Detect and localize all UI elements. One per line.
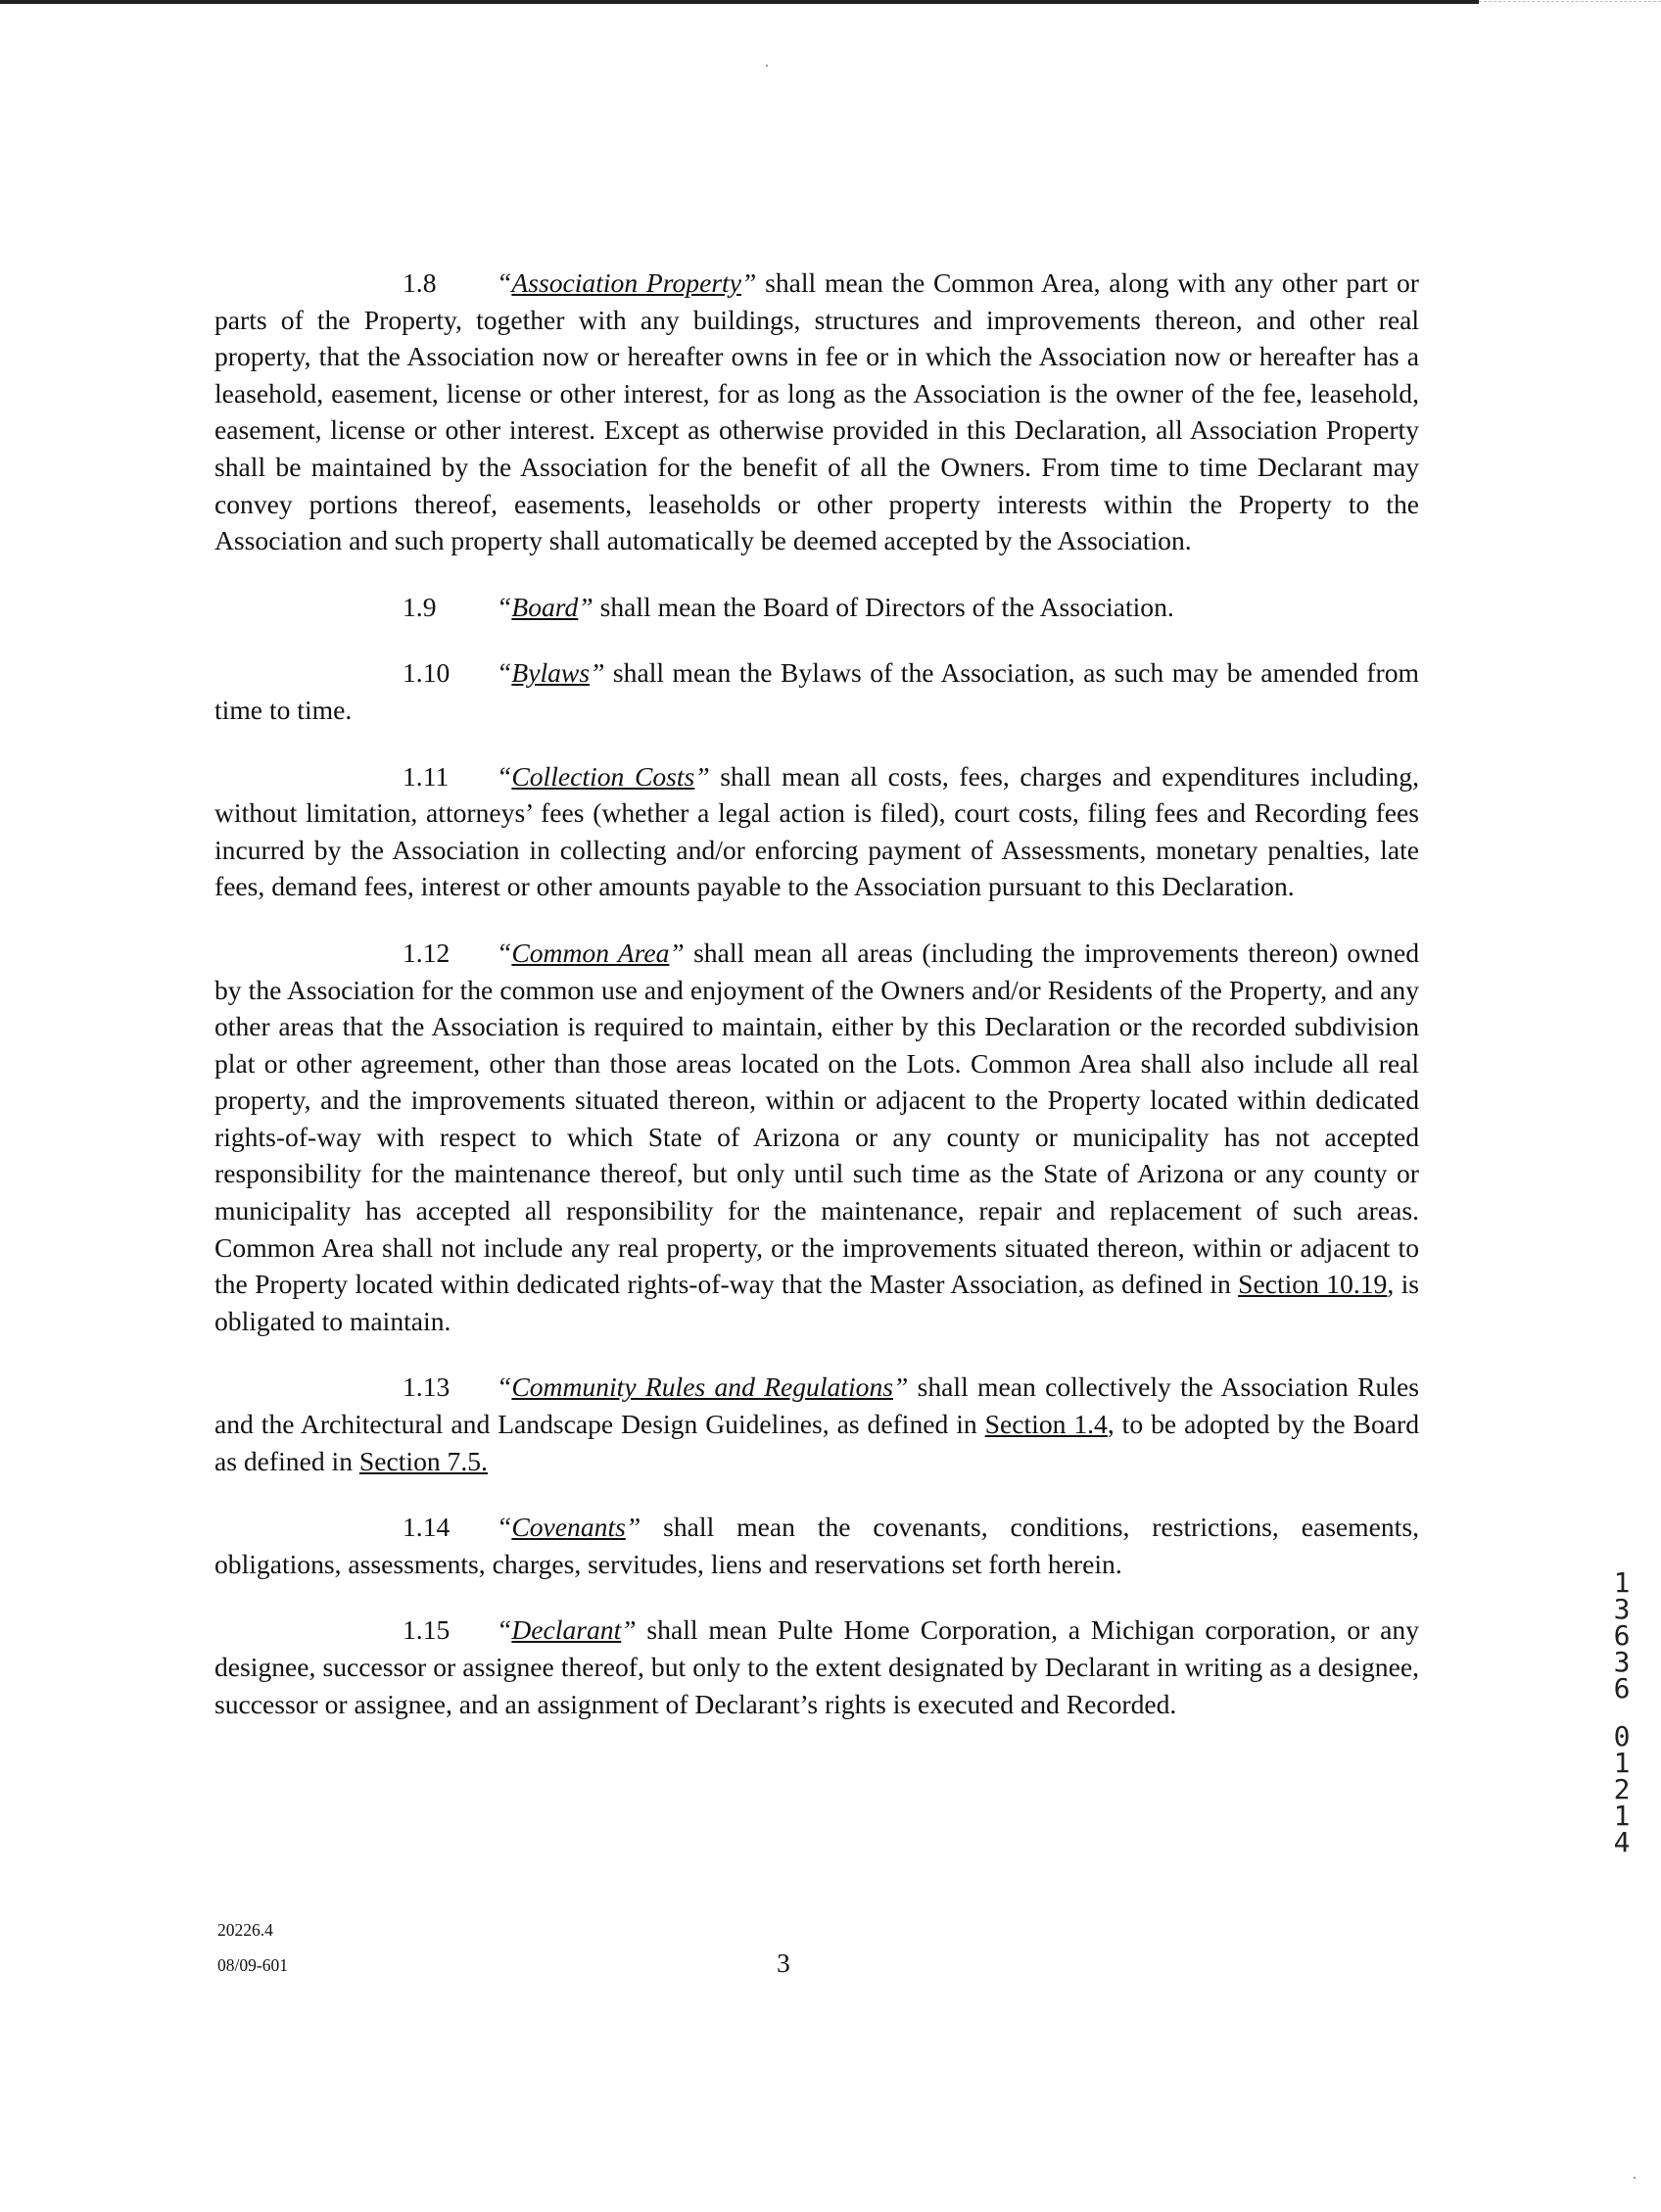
defined-term: “Collection Costs” [497,760,710,792]
section-text: shall mean all areas (including the improvements thereon) owned by the Association for the common use and enjoyment of the Owners and/or Residents of the Property, and any other areas that the Association is required to maintain, either by this Declaration or the recorded subdivision plat or other agreement, other than those areas located on the Lots. Common Area shall also include all real property, and the improvements situated thereon, within or adjacent to the Property located within dedicated rights-of-way with respect to which State of Arizona or any county or municipality has not accepted responsibility for the maintenance thereof, but only until such time as the State of Arizona or any county or municipality has accepted all responsibility for the maintenance, repair and replacement of such areas. Common Area shall not include any real property, or the improvements situated thereon, within or adjacent to the Property located within dedicated rights-of-way that the Master Association, as defined in [214,937,1419,1300]
recording-digit: 6 [1613,1672,1631,1705]
defined-term: “Common Area” [497,937,685,968]
top-border-line [0,0,1479,4]
section-text: shall mean the Board of Directors of the Association. [593,591,1174,622]
section-1-11 [214,758,1419,905]
footer-date-code: 08/09-601 [217,1955,288,1975]
section-reference: Section 7.5. [358,1445,488,1476]
section-1-9 [214,589,1419,626]
defined-term: “Bylaws” [497,657,605,689]
section-reference: Section 10.19 [1238,1269,1388,1300]
section-text: shall mean Pulte Home Corporation, a Michigan corporation, or any designee, successor or assignee thereof, but only to the extent designated by Declarant in writing as a designee, successor or assignee, and an assignment of Declarant’s rights is executed and Recorded. [214,1614,1419,1719]
section-1-12 [214,935,1419,1340]
section-number: 1.8 [403,267,437,298]
recording-digit: 6 [1613,1619,1631,1652]
defined-term: “Covenants” [497,1512,641,1543]
section-number: 1.12 [403,937,451,968]
document-body [214,264,1419,1752]
scan-speck [1634,2177,1636,2179]
recording-digit: 4 [1613,1826,1631,1858]
section-number: 1.14 [403,1512,451,1543]
section-1-14 [214,1509,1419,1582]
recording-digit: 1 [1613,1566,1631,1599]
section-number: 1.11 [403,760,450,792]
section-text: , is obligated to maintain. [214,1269,1419,1336]
section-text: shall mean the covenants, conditions, restrictions, easements, obligations, assessments, charges, servitudes, liens and reservations set forth herein. [214,1512,1419,1579]
defined-term: “Association Property” [497,267,757,298]
recording-number-stamp [1602,1566,1641,1858]
footer-doc-code: 20226.4 [217,1920,273,1940]
section-text: , to be adopted by the Board as defined in [214,1409,1419,1476]
recording-digit: 3 [1613,1593,1631,1625]
section-number: 1.9 [403,591,437,622]
section-text: shall mean all costs, fees, charges and expenditures including, without limitation, attorneys’ fees (whether a legal action is filed), court costs, filing fees and Recording fees incurred by the Association in collecting and/or enforcing payment of Assessments, monetary penalties, late fees, demand fees, interest or other amounts payable to the Association pursuant to this Declaration. [214,760,1420,902]
section-number: 1.10 [403,657,451,689]
defined-term: “Board” [497,591,593,622]
recording-digit: 2 [1613,1773,1631,1805]
section-1-15 [214,1611,1419,1722]
section-1-10 [214,654,1419,728]
defined-term: “Community Rules and Regulations” [497,1371,909,1403]
section-number: 1.15 [403,1614,451,1646]
section-reference: Section 1.4 [984,1409,1108,1440]
top-border-faint [1479,1,1661,3]
section-1-13 [214,1369,1419,1479]
section-number: 1.13 [403,1371,451,1403]
recording-digit: 3 [1613,1646,1631,1678]
section-1-8 [214,264,1419,559]
recording-digit: 0 [1613,1720,1631,1753]
page-number: 3 [777,1948,790,1978]
section-text: shall mean the Common Area, along with any other part or parts of the Property, together with any buildings, structures and improvements thereon, and other real property, that the Association now or hereafter owns in fee or in which the Association now or hereafter has a leasehold, easement, license or other interest, for as long as the Association is the owner of the fee, leasehold, easement, license or other interest. Except as otherwise provided in this Declaration, all Association Property shall be maintained by the Association for the benefit of all the Owners. From time to time Declarant may convey portions thereof, easements, leaseholds or other property interests within the Property to the Association and such property shall automatically be deemed accepted by the Association. [214,267,1419,556]
recording-digit: 1 [1613,1747,1631,1779]
defined-term: “Declarant” [497,1614,637,1646]
scan-speck [766,65,768,67]
recording-digit: 1 [1613,1800,1631,1832]
section-text: shall mean the Bylaws of the Association, as such may be amended from time to time. [214,657,1419,725]
section-text: shall mean collectively the Association Rules and the Architectural and Landscape Design Guidelines, as defined in [214,1371,1419,1440]
